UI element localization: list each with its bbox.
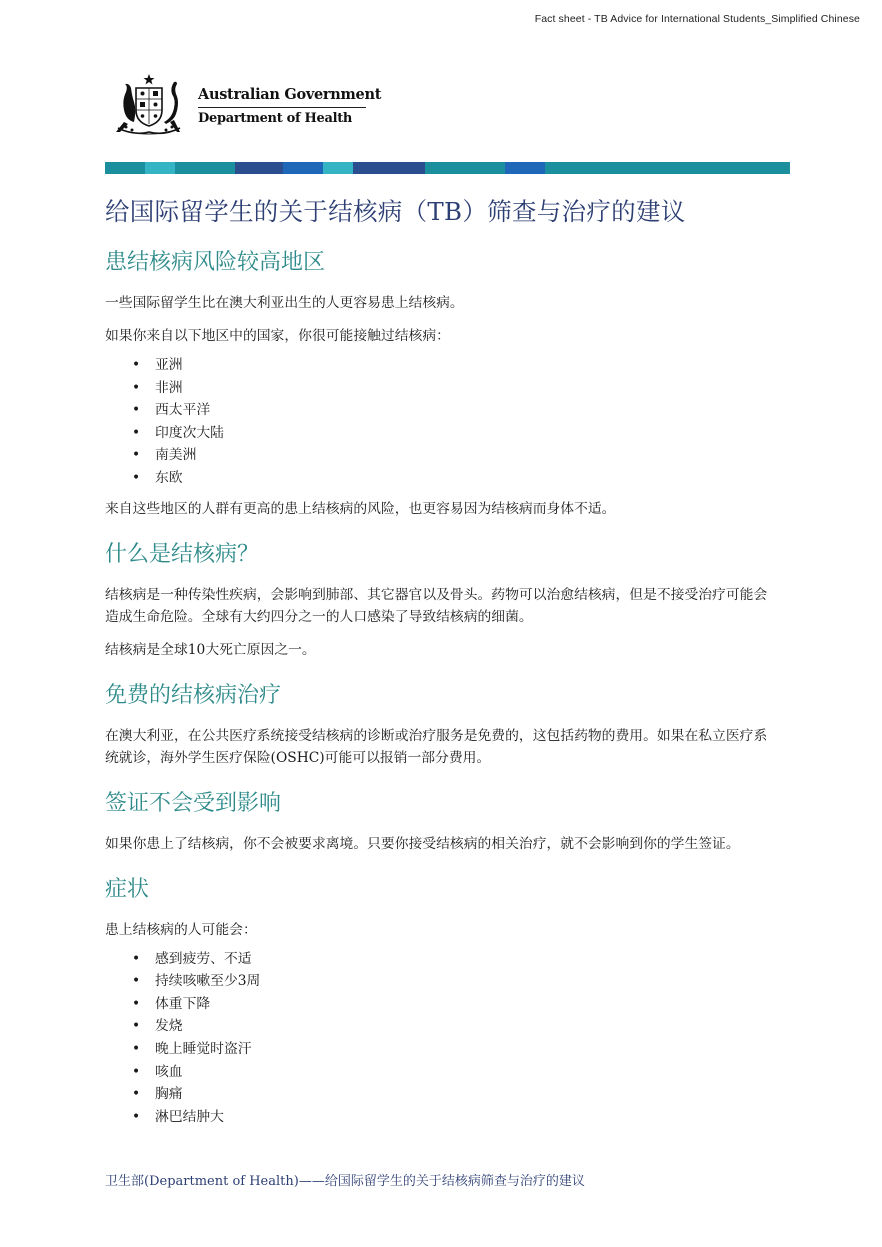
main-content [105,248,775,1136]
section-heading: 什么是结核病？ [105,541,260,567]
page-footer: 卫生部(Department of Health)——给国际留学生的关于结核病筛查与治疗的建议 [105,1174,585,1189]
decorative-color-stripe [105,162,790,174]
paragraph: 在澳大利亚，在公共医疗系统接受结核病的诊断或治疗服务是免费的，这包括药物的费用。如果在私立医疗系统就诊，海外学生医疗保险(OSHC)可能可以报销一部分费用。 [105,727,768,766]
paragraph: 结核病是一种传染性疾病，会影响到肺部、其它器官以及骨头。药物可以治愈结核病，但是不接受治疗可能会造成生命危险。全球有大约四分之一的人口感染了导致结核病的细菌。 [105,586,768,625]
coat-of-arms-icon [104,72,194,138]
list-item: • 发烧 [132,1018,183,1035]
list-item: • 亚洲 [132,357,183,373]
section-heading: 患结核病风险较高地区 [105,250,326,275]
paragraph: 如果你患上了结核病，你不会被要求离境。只要你接受结核病的相关治疗，就不会影响到你的学生签证。 [105,835,740,852]
australian-government-logo [104,72,382,138]
logo-divider [198,107,366,108]
fact-sheet-label: Fact sheet - TB Advice for International Students_Simplified Chinese [534,13,860,25]
list-item: • 咳血 [132,1063,183,1080]
list-item: • 体重下降 [132,995,211,1012]
page-title: 给国际留学生的关于结核病（TB）筛查与治疗的建议 [105,197,686,226]
list-item: • 胸痛 [132,1086,183,1103]
section-symptoms [105,875,775,1129]
list-item: • 西太平洋 [132,402,211,419]
section-heading: 症状 [105,876,150,902]
stripe-segment [105,162,145,174]
stripe-segment [235,162,283,174]
symptom-list [105,948,775,1129]
stripe-segment [545,162,790,174]
stripe-segment [175,162,235,174]
section-what-is-tb [105,540,775,661]
stripe-segment [323,162,353,174]
list-item: • 东欧 [132,469,183,486]
paragraph: 一些国际留学生比在澳大利亚出生的人更容易患上结核病。 [105,295,464,311]
department-of-health-text: Department of Health [198,111,353,126]
section-heading: 签证不会受到影响 [105,790,282,816]
stripe-segment [505,162,545,174]
list-item: • 印度次大陆 [132,424,224,441]
stripe-segment [283,162,323,174]
australian-government-text: Australian Government [198,86,382,103]
list-item: • 淋巴结肿大 [132,1108,224,1125]
region-list [105,354,775,490]
paragraph: 如果你来自以下地区中的国家，你很可能接触过结核病： [105,328,450,344]
section-visa [105,789,775,855]
list-item: • 南美洲 [132,447,197,464]
stripe-segment [425,162,505,174]
paragraph: 患上结核病的人可能会： [105,921,257,938]
section-high-risk-regions [105,248,775,520]
list-item: • 持续咳嗽至少3周 [132,973,261,990]
list-item: • 晚上睡觉时盗汗 [132,1040,252,1057]
list-item: • 感到疲劳、不适 [132,950,252,967]
stripe-segment [145,162,175,174]
paragraph: 来自这些地区的人群有更高的患上结核病的风险，也更容易因为结核病而身体不适。 [105,500,616,517]
stripe-segment [353,162,425,174]
section-free-treatment [105,681,775,769]
section-heading: 免费的结核病治疗 [105,682,282,708]
paragraph: 结核病是全球10大死亡原因之一。 [105,641,316,658]
list-item: • 非洲 [132,379,183,396]
